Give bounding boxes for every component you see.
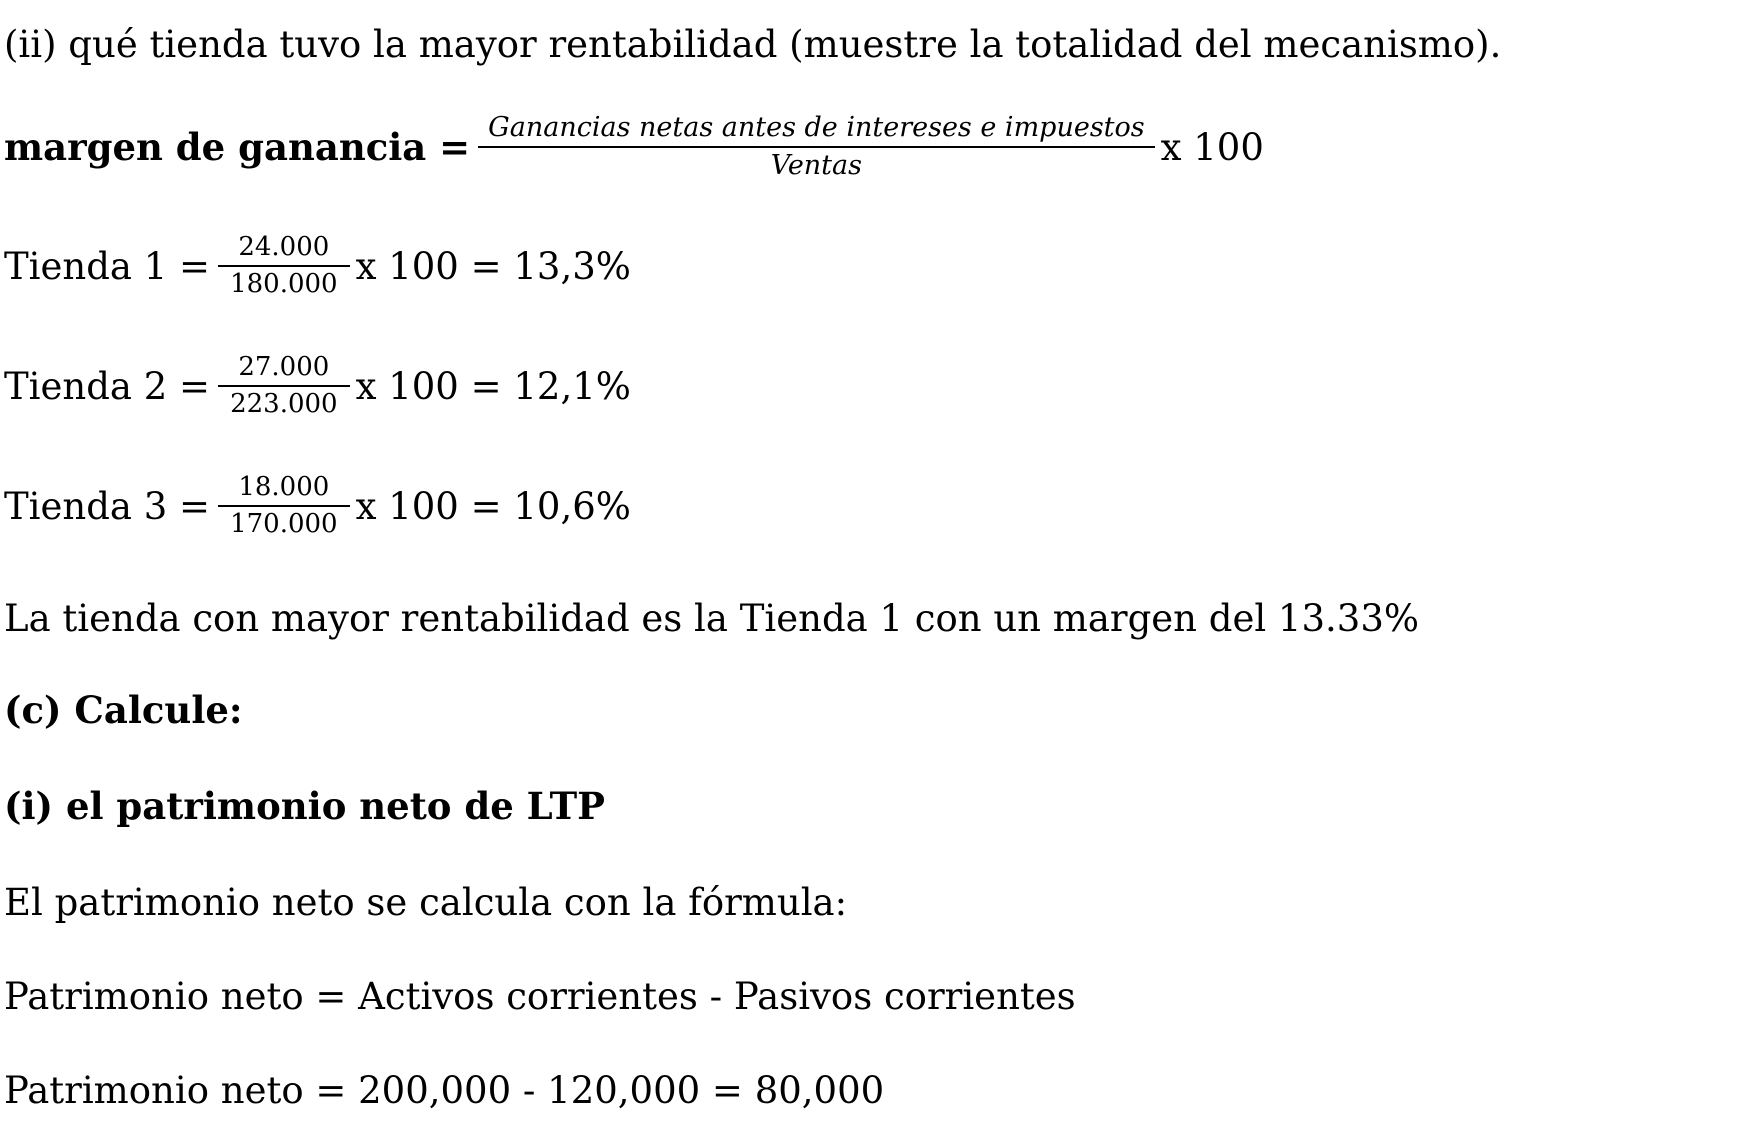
store-label: Tienda 1 = — [4, 244, 211, 288]
store-denominator: 223.000 — [230, 389, 338, 420]
fraction-bar — [478, 146, 1154, 148]
store-3-equation — [4, 472, 631, 540]
question-ii-text: (ii) qué tienda tuvo la mayor rentabilidad (muestre la totalidad del mecanismo). — [4, 23, 1502, 66]
store-1-equation — [4, 232, 631, 300]
fraction-bar — [218, 505, 350, 507]
store-result: x 100 = 13,3% — [355, 244, 631, 288]
store-numerator: 18.000 — [238, 472, 330, 502]
store-result: x 100 = 10,6% — [355, 484, 631, 528]
store-label: Tienda 2 = — [4, 364, 211, 408]
profit-margin-formula — [4, 112, 1264, 183]
section-c-heading: (c) Calcule: — [4, 688, 243, 732]
net-worth-formula: Patrimonio neto = Activos corrientes - Pasivos corrientes — [4, 975, 1076, 1018]
fraction-bar — [218, 385, 350, 387]
store-fraction — [218, 232, 350, 300]
net-worth-calculation: Patrimonio neto = 200,000 - 120,000 = 80,000 — [4, 1069, 885, 1112]
store-fraction — [218, 352, 350, 420]
formula-lhs: margen de ganancia = — [4, 125, 471, 170]
formula-fraction — [478, 112, 1154, 183]
question-i-heading: (i) el patrimonio neto de LTP — [4, 784, 605, 828]
store-label: Tienda 3 = — [4, 484, 211, 528]
formula-denominator: Ventas — [770, 150, 862, 182]
store-denominator: 180.000 — [230, 269, 338, 300]
store-2-equation — [4, 352, 631, 420]
fraction-bar — [218, 265, 350, 267]
formula-numerator: Ganancias netas antes de intereses e impuestos — [488, 112, 1145, 143]
conclusion-text: La tienda con mayor rentabilidad es la Tienda 1 con un margen del 13.33% — [4, 597, 1420, 640]
store-denominator: 170.000 — [230, 509, 338, 540]
store-result: x 100 = 12,1% — [355, 364, 631, 408]
store-numerator: 27.000 — [238, 352, 330, 382]
formula-rhs: x 100 — [1160, 125, 1264, 169]
formula-intro-text: El patrimonio neto se calcula con la fórmula: — [4, 881, 848, 924]
store-numerator: 24.000 — [238, 232, 330, 262]
store-fraction — [218, 472, 350, 540]
